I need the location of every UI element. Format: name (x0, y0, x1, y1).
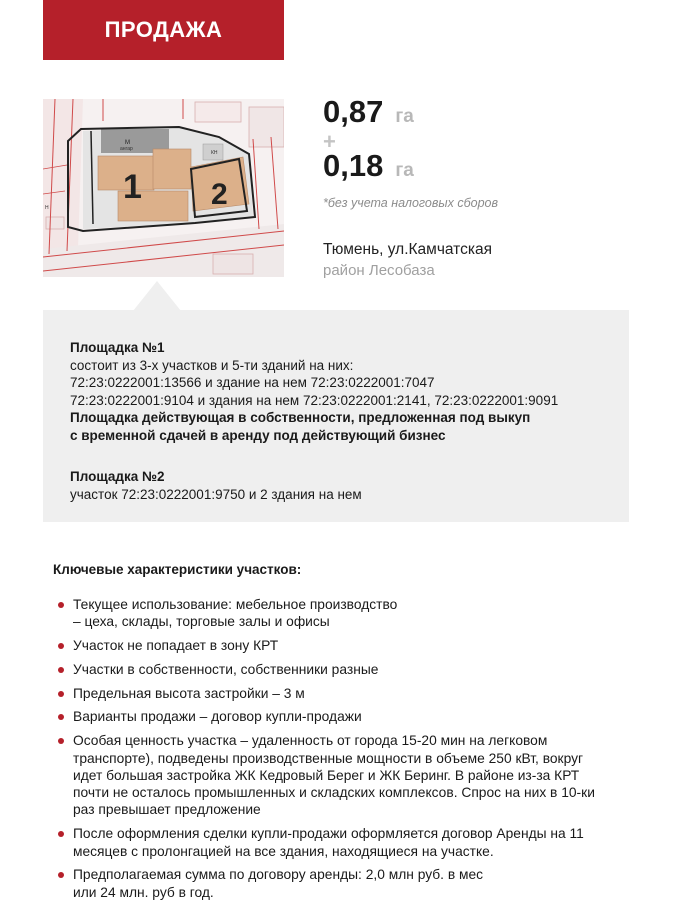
site-1-note: Площадка действующая в собственности, предложенная под выкуп (70, 410, 531, 425)
site-1-title: Площадка №1 (70, 340, 165, 355)
list-item-line: транспорте), подведены производственные мощности в объеме 250 кВт, вокруг (73, 750, 584, 766)
list-item (58, 596, 648, 631)
tax-note: *без учета налоговых сборов (323, 196, 498, 210)
site-1-line: 72:23:0222001:9104 и здания на нем 72:23:0222001:2141, 72:23:0222001:9091 (70, 392, 559, 408)
sites-info-text (70, 339, 558, 503)
area-row-1 (323, 94, 643, 134)
list-item (58, 685, 648, 702)
area-2-value: 0,18 (323, 148, 384, 183)
map-label-kn: КН (211, 150, 218, 156)
list-item-line: почти не осталось промышленных и складских комплексов. Спрос на них в 10-ки (73, 785, 595, 801)
map-label-m: М (125, 140, 130, 146)
area-1-value: 0,87 (323, 94, 384, 129)
list-item-line: Варианты продажи – договор купли-продажи (73, 709, 362, 725)
list-item-line: раз превышает предложение (73, 802, 261, 818)
plot-1-label: 1 (123, 168, 142, 206)
list-item-line: или 24 млн. руб в год. (73, 884, 214, 900)
area-1-unit: га (395, 106, 414, 127)
list-item (58, 661, 648, 678)
sale-badge (43, 0, 284, 60)
site-1-line: 72:23:0222001:13566 и здание на нем 72:23:0222001:7047 (70, 375, 435, 390)
site-1-note: с временной сдачей в аренду под действующий бизнес (70, 427, 446, 443)
map-label-h: Н (45, 205, 49, 211)
plot-2-label: 2 (211, 178, 228, 211)
list-item-line: идет большая застройка ЖК Кедровый Берег и ЖК Беринг. В районе из-за КРТ (73, 767, 580, 783)
site-map (43, 99, 284, 277)
list-item-line: Предельная высота застройки – 3 м (73, 685, 305, 701)
list-item-line: Особая ценность участка – удаленность от города 15-20 мин на легковом (73, 733, 548, 749)
district: район Лесобаза (323, 262, 435, 279)
area-row-2 (323, 148, 643, 188)
area-2-unit: га (395, 160, 414, 181)
address: Тюмень, ул.Камчатская (323, 241, 492, 258)
list-item-line: Текущее использование: мебельное производство (73, 597, 398, 612)
list-item-line: – цеха, склады, торговые залы и офисы (73, 614, 330, 630)
area-stats (323, 94, 643, 279)
list-item-line: Участок не попадает в зону КРТ (73, 638, 279, 654)
list-item-line: месяцев с пролонгацией на все здания, находящиеся на участке. (73, 843, 494, 859)
list-item-line: Участки в собственности, собственники разные (73, 661, 379, 677)
list-item-line: После оформления сделки купли-продажи оформляется договор Аренды на 11 (73, 826, 584, 842)
characteristics-list (58, 596, 648, 900)
list-item (58, 637, 648, 654)
sites-info-panel (43, 310, 629, 522)
list-item-line: Предполагаемая сумма по договору аренды: 2,0 млн руб. в мес (73, 867, 484, 883)
plus-sign: + (323, 129, 336, 154)
map-label-angar: ангар (120, 146, 133, 152)
site-2-title: Площадка №2 (70, 469, 165, 484)
list-item (58, 825, 648, 860)
panel-pointer (133, 281, 181, 311)
site-2-line: участок 72:23:0222001:9750 и 2 здания на нем (70, 486, 362, 502)
site-1-line: состоит из 3-х участков и 5-ти зданий на них: (70, 357, 354, 373)
characteristics-title: Ключевые характеристики участков: (53, 562, 302, 577)
list-item (58, 708, 648, 725)
sale-badge-label: ПРОДАЖА (104, 17, 223, 42)
site-map-drawing (43, 99, 284, 277)
list-item (58, 866, 648, 900)
list-item (58, 732, 648, 818)
